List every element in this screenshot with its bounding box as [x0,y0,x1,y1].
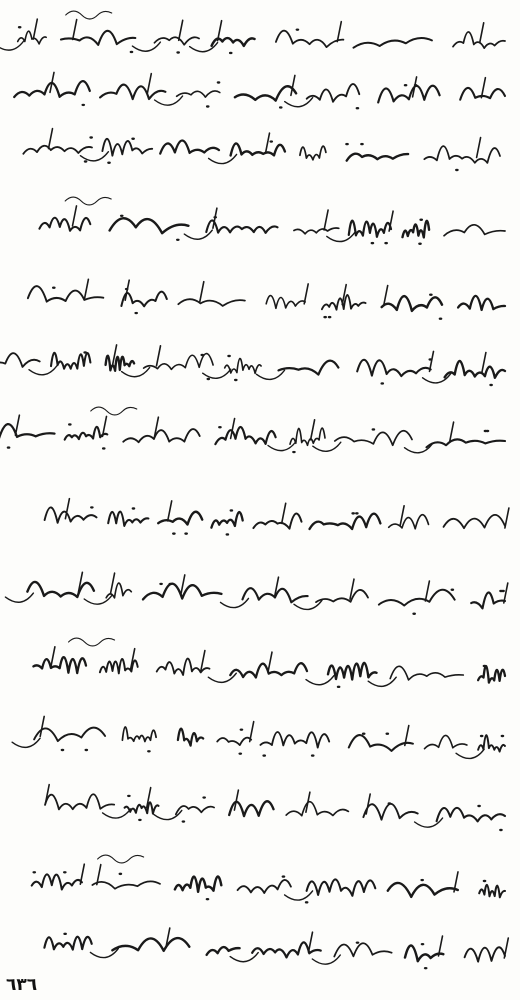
diacritic-dot [107,162,111,164]
handwriting-stroke [253,514,301,529]
ascender-stroke [45,785,49,805]
diacritic-dot [68,423,72,425]
handwriting-stroke [100,85,165,99]
handwriting-stroke [27,582,94,597]
diacritic-dot [182,820,186,822]
diacritic-dot [127,795,131,797]
handwriting-stroke [34,728,105,741]
ascender-stroke [282,503,286,523]
handwriting-stroke [349,221,391,237]
handwriting-stroke [45,507,97,522]
descender-stroke [103,809,131,818]
handwriting-stroke [39,218,90,231]
diacritic-dot [230,509,234,511]
diacritic-dot [229,52,233,54]
diacritic-dot [81,104,85,106]
diacritic-dot [134,312,138,314]
diacritic-dot [218,426,222,428]
handwriting-stroke [33,657,86,673]
handwriting-stroke [61,31,135,45]
ascender-stroke [309,932,313,952]
handwriting-stroke [471,593,505,609]
diacritic-dot [355,512,359,514]
descender-stroke [5,593,33,602]
diacritic-dot [418,243,422,245]
descender-stroke [0,41,24,50]
handwriting-stroke [294,228,339,234]
handwriting-stroke [45,794,114,809]
descender-stroke [184,230,212,239]
handwriting-stroke [123,429,199,442]
descender-stroke [312,955,340,964]
handwriting-stroke [0,353,40,368]
handwriting-stroke [160,140,219,153]
handwriting-stroke [307,879,376,895]
handwriting-stroke [121,292,166,307]
descender-stroke [327,232,355,241]
handwriting-stroke [347,154,408,161]
handwriting-stroke [207,947,240,955]
descender-stroke [221,598,249,607]
diacritic-dot [311,754,315,756]
ascender-stroke [234,790,238,810]
descender-stroke [132,42,160,51]
ascender-stroke [477,138,481,158]
diacritic-dot [226,533,230,535]
diacritic-dot [119,873,123,875]
diacritic-dot [421,943,425,945]
diacritic-dot [371,242,375,244]
handwriting-stroke [388,883,458,897]
diacritic-dot [455,169,459,171]
handwriting-stroke [307,84,360,102]
interlinear-annotation [98,855,144,863]
descender-stroke [12,738,40,747]
diacritic-dot [63,933,67,935]
ascender-stroke [480,23,484,43]
diacritic-dot [132,507,136,509]
descender-stroke [122,368,150,377]
descender-stroke [203,369,231,378]
handwriting-stroke [382,296,442,311]
diacritic-dot [296,28,300,30]
handwriting-stroke [300,146,326,160]
handwriting-stroke [110,218,189,233]
diacritic-dot [501,735,505,737]
handwriting-stroke [310,514,381,529]
descender-stroke [306,676,334,685]
ascender-stroke [425,581,429,601]
diacritic-dot [240,728,244,730]
handwriting-stroke [225,359,261,374]
diacritic-dot [89,136,93,138]
diacritic-dot [429,294,433,296]
diacritic-dot [483,665,487,667]
handwriting-stroke [424,146,500,163]
handwriting-stroke [389,515,429,529]
descender-stroke [80,152,108,161]
diacritic-dot [372,428,376,430]
diacritic-dot [227,355,231,357]
diacritic-dot [345,143,349,145]
handwriting-stroke [403,221,430,238]
descender-stroke [285,98,313,107]
handwriting-stroke [102,139,152,156]
handwriting-stroke [92,881,160,888]
handwriting-stroke [405,945,443,961]
interlinear-annotation [69,638,115,646]
handwriting-stroke [445,361,505,378]
handwriting-stroke [427,439,506,447]
diacritic-dot [404,84,408,86]
diacritic-dot [217,81,221,83]
descender-stroke [415,818,443,827]
handwriting-stroke [175,877,221,892]
handwriting-stroke [23,146,92,154]
diacritic-dot [120,215,124,217]
handwriting-stroke [276,31,344,47]
diacritic-dot [138,819,142,821]
handwriting-stroke [354,38,432,48]
handwriting-stroke [279,361,339,375]
handwriting-stroke [178,299,245,306]
handwriting-stroke [349,735,413,751]
diacritic-dot [159,583,163,585]
diacritic-dot [176,51,180,53]
ascender-stroke [504,938,508,958]
descender-stroke [208,673,236,682]
diacritic-dot [169,583,173,585]
ascender-stroke [366,794,370,814]
descender-stroke [257,370,285,379]
diacritic-dot [292,451,296,453]
handwriting-stroke [206,220,277,233]
handwriting-stroke [18,31,47,44]
ascender-stroke [250,722,254,742]
handwriting-stroke [178,729,203,746]
handwriting-stroke [231,143,285,155]
handwriting-stroke [65,427,108,440]
descender-stroke [209,154,237,163]
diacritic-dot [480,735,484,737]
diacritic-dot [386,732,390,734]
page-number: ٦٣٦ [6,975,38,995]
handwriting-stroke [453,32,505,48]
ascender-stroke [337,22,341,42]
diacritic-dot [388,802,392,804]
handwriting-stroke [444,515,506,528]
ascender-stroke [179,20,183,40]
ascender-stroke [200,282,204,302]
ascender-stroke [111,573,115,593]
diacritic-dot [125,288,129,290]
handwriting-stroke [458,296,505,310]
diacritic-dot [499,829,503,831]
diacritic-dot [172,532,176,534]
handwriting-stroke [286,802,348,816]
ascender-stroke [51,647,55,667]
diacritic-dot [282,875,286,877]
descender-stroke [230,953,258,962]
descender-stroke [268,442,296,451]
ascender-stroke [266,133,270,153]
handwriting-stroke [125,802,159,813]
diacritic-dot [483,880,487,882]
diacritic-dot [63,871,67,873]
handwriting-stroke [334,943,391,956]
ascender-stroke [40,716,44,736]
ascender-stroke [384,286,388,306]
interlinear-annotation [66,11,112,19]
diacritic-dot [83,351,87,353]
handwriting-stroke [479,885,505,897]
diacritic-dot [360,143,364,145]
diacritic-dot [206,898,210,900]
ascender-stroke [168,501,172,521]
diacritic-dot [200,354,204,356]
diacritic-dot [412,613,416,615]
descender-stroke [29,366,57,375]
ascender-stroke [73,20,77,40]
handwriting-stroke [390,666,463,680]
descender-stroke [155,96,183,105]
ascender-stroke [268,652,272,672]
handwriting-stroke [217,738,251,745]
ascender-stroke [505,508,509,528]
diacritic-dot [419,219,423,221]
descender-stroke [456,749,484,758]
diacritic-dot [305,901,309,903]
diacritic-dot [489,384,493,386]
descender-stroke [285,891,313,900]
diacritic-dot [420,879,424,881]
handwriting-stroke [158,512,202,525]
handwriting-stroke [122,727,156,742]
diacritic-dot [32,871,36,873]
descender-stroke [313,442,341,451]
handwriting-stroke [378,86,439,103]
descender-stroke [368,677,396,686]
diacritic-dot [356,107,360,109]
diacritic-dot [18,26,22,28]
diacritic-dot [351,512,355,514]
diacritic-dot [384,242,388,244]
diacritic-dot [176,239,180,241]
diacritic-dot [428,358,432,360]
ascender-stroke [157,346,161,366]
interlinear-annotation [91,407,137,415]
ascender-stroke [324,210,328,230]
handwriting-stroke [425,735,467,748]
ascender-stroke [80,864,84,884]
diacritic-dot [486,430,490,432]
diacritic-dot [85,749,89,751]
handwriting-stroke [215,427,275,444]
diacritic-dot [279,106,283,108]
diacritic-dot [84,160,88,162]
handwriting-stroke [28,286,103,301]
ascender-stroke [49,129,53,149]
diacritic-dot [451,589,455,591]
handwriting-stroke [32,874,82,889]
ascender-stroke [33,19,37,39]
diacritic-dot [337,686,341,688]
diacritic-dot [202,796,206,798]
diacritic-dot [234,379,238,381]
ascender-stroke [311,420,315,440]
handwriting-stroke [266,296,305,309]
diacritic-dot [262,754,266,756]
handwriting-stroke [238,880,291,893]
handwriting-stroke [44,937,91,950]
ascender-stroke [481,78,485,98]
diacritic-dot [61,749,65,751]
handwriting-stroke [108,512,148,526]
handwriting-stroke [154,37,199,45]
diacritic-dot [380,382,384,384]
diacritic-dot [147,750,151,752]
ascender-stroke [201,651,205,671]
diacritic-dot [52,287,56,289]
diacritic-dot [184,532,188,534]
handwriting-stroke [437,808,505,822]
diacritic-dot [206,105,210,107]
handwriting-stroke [260,732,329,748]
diacritic-dot [130,51,134,53]
diacritic-dot [207,378,211,380]
diacritic-dot [356,941,360,943]
handwriting-stroke [235,86,296,100]
handwriting-stroke [316,590,368,602]
diacritic-dot [269,140,273,142]
diacritic-dot [477,805,481,807]
handwriting-stroke [478,735,505,751]
ascender-stroke [482,353,486,373]
diacritic-dot [102,447,106,449]
ascender-stroke [504,583,508,603]
handwriting-stroke [363,804,417,820]
handwriting-stroke [112,938,189,951]
ascender-stroke [73,206,77,226]
diacritic-dot [362,732,366,734]
ascender-stroke [15,415,19,435]
diacritic-dot [499,590,503,592]
interlinear-annotation [65,197,111,205]
ascender-stroke [147,74,151,94]
ascender-stroke [125,280,129,300]
ascender-stroke [304,284,308,304]
diacritic-dot [213,216,217,218]
diacritic-dot [238,752,242,754]
handwriting-stroke [335,431,412,446]
handwriting-stroke [106,583,131,598]
diacritic-dot [328,316,332,318]
handwriting-stroke [106,356,135,371]
handwriting-stroke [465,947,505,961]
diacritic-dot [439,318,443,320]
diacritic-dot [7,446,11,448]
diacritic-dot [131,138,135,140]
handwriting-stroke [211,512,242,528]
diacritic-dot [424,967,428,969]
diacritic-dot [323,316,327,318]
handwriting-stroke [379,590,455,606]
handwriting-stroke [328,663,377,680]
handwriting-stroke [0,424,54,441]
diacritic-dot [414,84,418,86]
diacritic-dot [90,506,94,508]
ascender-stroke [84,279,88,299]
ascender-stroke [430,351,434,371]
handwriting-stroke [357,360,431,376]
handwriting-stroke [444,225,505,236]
handwriting-stroke [478,666,505,683]
